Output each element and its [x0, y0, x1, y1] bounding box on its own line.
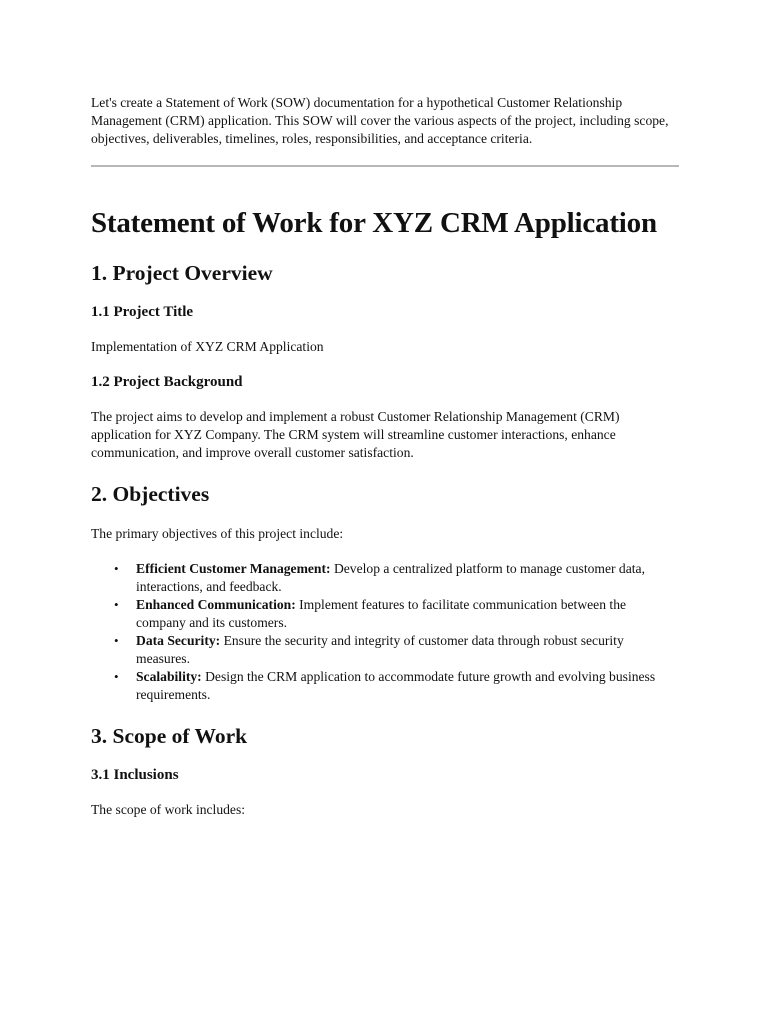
list-item-text: Design the CRM application to accommodate future growth and evolving business requirements.	[136, 669, 656, 702]
subheading-project-background: 1.2 Project Background	[91, 374, 243, 390]
bullet-icon: •	[114, 561, 119, 576]
list-item	[114, 596, 679, 632]
list-item-text: Develop a centralized platform to manage customer data, interactions, and feedback.	[136, 561, 645, 594]
objectives-lead: The primary objectives of this project include:	[91, 526, 344, 541]
document-page	[91, 94, 679, 819]
list-item	[114, 560, 679, 596]
list-item	[114, 668, 679, 704]
list-item-term: Efficient Customer Management:	[136, 561, 331, 576]
bullet-icon: •	[114, 669, 119, 684]
bullet-icon: •	[114, 633, 119, 648]
document-title: Statement of Work for XYZ CRM Application	[91, 207, 657, 239]
intro-paragraph: Let's create a Statement of Work (SOW) documentation for a hypothetical Customer Relationship Management (CRM) application. This SOW will cover the various aspects of the project, including scope, objectives, deliverables, timelines, roles, responsibilities, and acceptance criteria.	[91, 95, 669, 146]
horizontal-rule	[91, 165, 679, 167]
list-item-term: Enhanced Communication:	[136, 597, 296, 612]
objectives-list	[91, 560, 679, 704]
subheading-project-title: 1.1 Project Title	[91, 304, 194, 320]
project-background-text: The project aims to develop and implement a robust Customer Relationship Management (CRM) application for XYZ Company. The CRM system will streamline customer interactions, enhance communication, and improve overall customer satisfaction.	[91, 409, 620, 460]
list-item-text: Implement features to facilitate communication between the company and its customers.	[136, 597, 627, 630]
list-item-term: Scalability:	[136, 669, 202, 684]
section-heading-scope-of-work: 3. Scope of Work	[91, 724, 248, 748]
list-item-text: Ensure the security and integrity of customer data through robust security measures.	[136, 633, 624, 666]
section-heading-project-overview: 1. Project Overview	[91, 261, 273, 285]
project-title-text: Implementation of XYZ CRM Application	[91, 339, 324, 354]
list-item-term: Data Security:	[136, 633, 221, 648]
subheading-inclusions: 3.1 Inclusions	[91, 767, 179, 783]
section-heading-objectives: 2. Objectives	[91, 482, 210, 506]
bullet-icon: •	[114, 597, 119, 612]
inclusions-lead: The scope of work includes:	[91, 802, 246, 817]
list-item	[114, 632, 679, 668]
